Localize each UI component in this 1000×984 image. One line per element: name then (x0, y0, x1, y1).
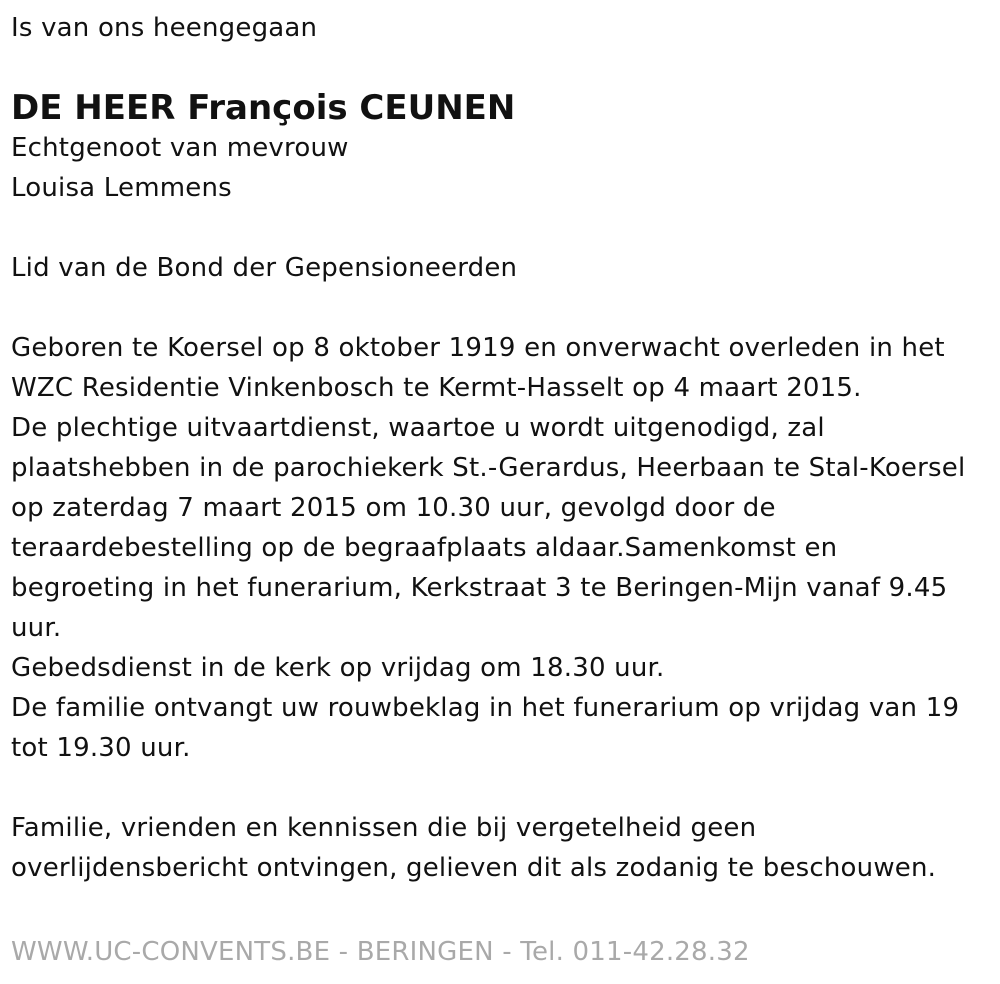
body-line: Geboren te Koersel op 8 oktober 1919 en onverwacht overleden in het (11, 333, 945, 363)
body-line: begroeting in het funerarium, Kerkstraat 3 te Beringen-Mijn vanaf 9.45 (11, 573, 948, 603)
spacer (11, 288, 986, 328)
closing-line: Familie, vrienden en kennissen die bij vergetelheid geen (11, 813, 757, 843)
spouse-line-1: Echtgenoot van mevrouw (11, 133, 349, 163)
body-line: WZC Residentie Vinkenbosch te Kermt-Hasselt op 4 maart 2015. (11, 373, 862, 403)
body-line: De plechtige uitvaartdienst, waartoe u wordt uitgenodigd, zal (11, 413, 825, 443)
body-line: teraardebestelling op de begraafplaats aldaar.Samenkomst en (11, 533, 838, 563)
spouse-line-2: Louisa Lemmens (11, 173, 232, 203)
body-line: uur. (11, 613, 62, 643)
closing-line: overlijdensbericht ontvingen, gelieven dit als zodanig te beschouwen. (11, 853, 937, 883)
footer-credit: WWW.UC-CONVENTS.BE - BERINGEN - Tel. 011-42.28.32 (11, 937, 750, 967)
membership-text: Lid van de Bond der Gepensioneerden (11, 253, 518, 283)
body-line: plaatshebben in de parochiekerk St.-Gerardus, Heerbaan te Stal-Koersel (11, 453, 966, 483)
obituary-notice (11, 8, 986, 888)
body-line: op zaterdag 7 maart 2015 om 10.30 uur, gevolgd door de (11, 493, 776, 523)
deceased-name-heading: DE HEER François CEUNEN (11, 88, 516, 128)
intro-text: Is van ons heengegaan (11, 13, 318, 43)
spacer (11, 208, 986, 248)
body-line: De familie ontvangt uw rouwbeklag in het funerarium op vrijdag van 19 (11, 693, 960, 723)
body-line: tot 19.30 uur. (11, 733, 191, 763)
spacer (11, 768, 986, 808)
body-line: Gebedsdienst in de kerk op vrijdag om 18.30 uur. (11, 653, 665, 683)
